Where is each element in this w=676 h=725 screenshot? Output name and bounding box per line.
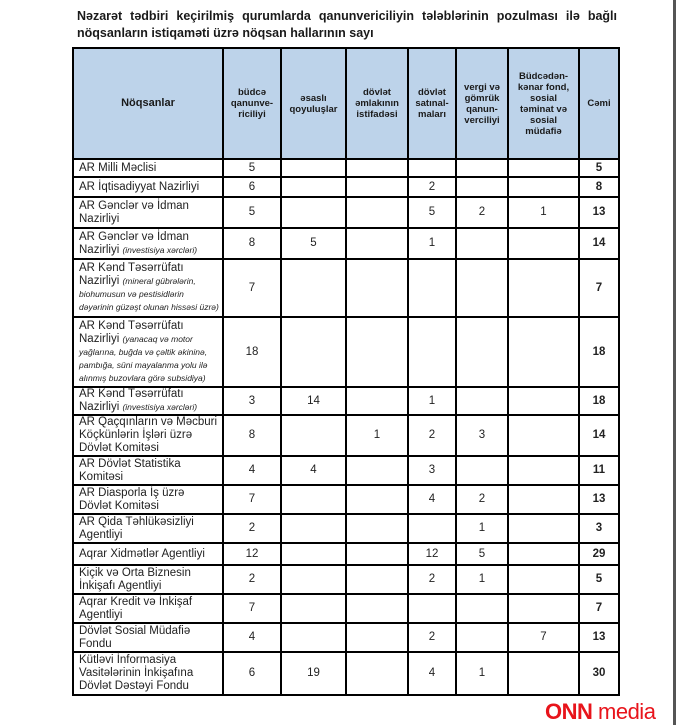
row-value-cell: 7 [223,485,281,514]
row-value-cell [508,387,579,415]
row-value-cell: 12 [408,543,456,565]
row-value-cell [281,594,346,623]
table-row [73,159,619,177]
row-value-cell: 8 [223,415,281,456]
row-value-cell [281,543,346,565]
row-value-cell [281,514,346,543]
row-value-cell [346,485,408,514]
header-satinalma: dövlət satınal-maları [408,48,456,159]
row-value-cell [508,177,579,197]
row-value-cell [346,514,408,543]
institution-label: AR Kənd Təsərrüfatı Nazirliyi [79,262,184,287]
institution-label: Dövlət Sosial Müdafiə Fondu [79,624,191,650]
row-total-cell: 5 [579,159,619,177]
row-total-cell: 13 [579,485,619,514]
row-institution-name [73,317,223,387]
row-value-cell [346,228,408,259]
table-row [73,456,619,485]
row-institution-name [73,485,223,514]
row-institution-name [73,652,223,695]
row-institution-name [73,565,223,594]
row-value-cell [456,228,508,259]
table-row [73,514,619,543]
row-total-cell: 14 [579,228,619,259]
institution-label: AR Qida Təhlükəsizliyi Agentliyi [79,515,194,541]
table-row [73,652,619,695]
row-value-cell [456,456,508,485]
institution-label: Aqrar Xidmətlər Agentliyi [79,547,205,560]
row-value-cell [508,652,579,695]
header-budce: büdcə qanunve-riciliyi [223,48,281,159]
row-value-cell [281,415,346,456]
row-value-cell [281,197,346,228]
row-value-cell [346,594,408,623]
row-total-cell: 29 [579,543,619,565]
row-total-cell: 18 [579,387,619,415]
table-row [73,415,619,456]
row-value-cell: 2 [223,514,281,543]
institution-label: AR Dövlət Statistika Komitəsi [79,457,181,483]
row-value-cell [456,623,508,652]
row-value-cell [456,317,508,387]
table-row [73,543,619,565]
row-value-cell [508,159,579,177]
institution-label: AR Diasporla İş üzrə Dövlət Komitəsi [79,486,185,512]
row-institution-name [73,456,223,485]
row-value-cell: 5 [456,543,508,565]
table-row [73,387,619,415]
row-value-cell [508,543,579,565]
row-institution-name [73,623,223,652]
row-value-cell [408,317,456,387]
row-value-cell [281,177,346,197]
row-institution-name [73,259,223,317]
institution-label: Kiçik və Orta Biznesin İnkişafı Agentliyi [79,566,191,592]
header-cemi: Cəmi [579,48,619,159]
watermark-brand: ONN [545,699,593,724]
onn-media-watermark [545,700,655,724]
table-row [73,317,619,387]
institution-label: Kütləvi İnformasiya Vasitələrinin İnkişafına Dövlət Dəstəyi Fondu [79,654,194,692]
row-value-cell [346,456,408,485]
row-institution-name [73,159,223,177]
row-value-cell [346,317,408,387]
row-value-cell: 1 [408,228,456,259]
row-value-cell: 2 [223,565,281,594]
row-total-cell: 8 [579,177,619,197]
institution-note: (yanacaq və motor yağlarına, buğda və çəltik əkininə, pambığa, süni mayalanma yolu ilə alınmış buzovlara görə subsidiya) [79,333,208,383]
row-value-cell [346,177,408,197]
row-value-cell: 2 [408,177,456,197]
row-value-cell [346,565,408,594]
row-value-cell [508,485,579,514]
table-row [73,623,619,652]
row-value-cell: 1 [456,514,508,543]
row-value-cell [456,387,508,415]
row-value-cell [281,159,346,177]
institution-label: AR Gənclər və İdman Nazirliyi [79,199,189,225]
document-title: Nəzarət tədbiri keçirilmiş qurumlarda qanunvericiliyin tələblərinin pozulması ilə bağlı nöqsanların istiqaməti üzrə nöqsan hallarının sayı [77,9,617,40]
row-value-cell [281,565,346,594]
row-value-cell [281,623,346,652]
row-value-cell: 4 [223,623,281,652]
institution-note: (investisiya xərcləri) [122,244,198,255]
row-value-cell [346,387,408,415]
header-fond: Büdcədən-kənar fond, sosial təminat və sosial müdafiə [508,48,579,159]
table-row [73,565,619,594]
row-value-cell [408,259,456,317]
row-value-cell: 5 [281,228,346,259]
header-esasli: əsaslı qoyuluşlar [281,48,346,159]
row-value-cell [346,159,408,177]
row-value-cell: 6 [223,652,281,695]
row-value-cell [508,456,579,485]
row-total-cell: 5 [579,565,619,594]
row-institution-name [73,387,223,415]
row-value-cell [508,259,579,317]
row-value-cell [508,514,579,543]
row-value-cell [281,259,346,317]
row-value-cell: 4 [408,485,456,514]
row-value-cell [346,623,408,652]
row-value-cell: 2 [456,197,508,228]
row-value-cell: 1 [346,415,408,456]
row-total-cell: 13 [579,623,619,652]
row-value-cell [408,159,456,177]
row-value-cell [346,652,408,695]
row-value-cell: 6 [223,177,281,197]
row-value-cell: 7 [223,594,281,623]
row-value-cell: 3 [223,387,281,415]
row-total-cell: 13 [579,197,619,228]
row-value-cell: 1 [508,197,579,228]
row-value-cell: 5 [408,197,456,228]
row-value-cell [508,594,579,623]
table-row [73,485,619,514]
institution-note: (investisiya xərcləri) [122,402,198,412]
row-value-cell [346,259,408,317]
row-value-cell: 2 [408,623,456,652]
row-value-cell [456,594,508,623]
table-row [73,228,619,259]
row-value-cell [456,259,508,317]
table-header-row [73,48,619,159]
row-value-cell [346,543,408,565]
header-noqsanlar: Nöqsanlar [73,48,223,159]
row-total-cell: 11 [579,456,619,485]
row-total-cell: 18 [579,317,619,387]
row-value-cell: 1 [456,565,508,594]
row-value-cell: 3 [456,415,508,456]
institution-label: AR Qaçqınların və Məcburi Köçkünlərin İşləri üzrə Dövlət Komitəsi [79,416,218,454]
row-value-cell [346,197,408,228]
row-value-cell [456,177,508,197]
header-vergi: vergi və gömrük qanun-verciliyi [456,48,508,159]
row-value-cell [281,317,346,387]
row-value-cell [408,594,456,623]
row-value-cell: 7 [508,623,579,652]
row-total-cell: 7 [579,594,619,623]
table-row [73,259,619,317]
table-row [73,594,619,623]
row-value-cell: 5 [223,159,281,177]
row-total-cell: 14 [579,415,619,456]
row-value-cell [508,317,579,387]
institution-label: AR Milli Məclisi [79,161,157,174]
row-value-cell [508,228,579,259]
row-value-cell: 3 [408,456,456,485]
row-total-cell: 30 [579,652,619,695]
row-value-cell: 2 [408,415,456,456]
row-value-cell: 12 [223,543,281,565]
deficiency-table [72,47,620,696]
row-value-cell: 4 [223,456,281,485]
row-value-cell: 2 [408,565,456,594]
row-value-cell [281,485,346,514]
row-value-cell: 2 [456,485,508,514]
row-total-cell: 7 [579,259,619,317]
row-value-cell: 4 [281,456,346,485]
row-value-cell: 18 [223,317,281,387]
row-value-cell [508,415,579,456]
table-row [73,177,619,197]
row-value-cell [508,565,579,594]
row-value-cell: 5 [223,197,281,228]
row-value-cell [456,159,508,177]
row-value-cell [408,514,456,543]
watermark-suffix: media [592,699,656,724]
row-institution-name [73,415,223,456]
row-institution-name [73,514,223,543]
row-value-cell: 7 [223,259,281,317]
row-value-cell: 1 [408,387,456,415]
row-institution-name [73,543,223,565]
table-row [73,197,619,228]
row-total-cell: 3 [579,514,619,543]
institution-label: AR Gənclər və İdman Nazirliyi [79,230,189,256]
institution-label: Aqrar Kredit və İnkişaf Agentliyi [79,595,193,621]
row-value-cell: 1 [456,652,508,695]
row-institution-name [73,197,223,228]
institution-label: AR Kənd Təsərrüfatı Nazirliyi [79,388,184,413]
header-emlak: dövlət əmlakının istifadəsi [346,48,408,159]
row-institution-name [73,594,223,623]
row-institution-name [73,228,223,259]
row-value-cell: 19 [281,652,346,695]
row-value-cell: 4 [408,652,456,695]
institution-label: AR İqtisadiyyat Nazirliyi [79,180,200,193]
institution-note: (mineral gübrələrin, biohumusun və pestisidlərin dəyərinin güzəşt olunan hissəsi üzrə) [79,276,219,312]
row-value-cell: 14 [281,387,346,415]
row-value-cell: 8 [223,228,281,259]
institution-label: AR Kənd Təsərrüfatı Nazirliyi [79,319,184,345]
row-institution-name [73,177,223,197]
